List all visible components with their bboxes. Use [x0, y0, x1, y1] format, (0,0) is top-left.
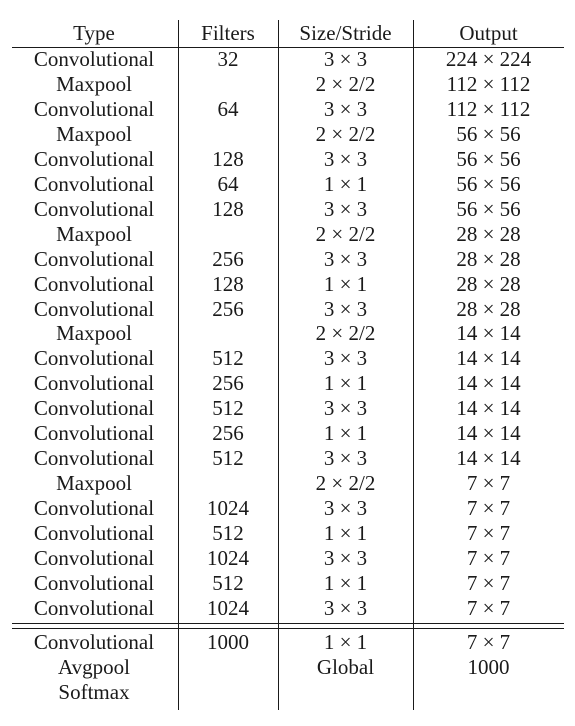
cell-output: 56 × 56	[456, 197, 521, 221]
header-filters: Filters	[201, 21, 255, 45]
cell-filters: 512	[212, 396, 244, 420]
cell-output: 14 × 14	[456, 371, 521, 395]
cell-filters	[180, 321, 276, 346]
cell-size: 1 × 1	[323, 521, 368, 545]
cell-type: Convolutional	[33, 421, 155, 445]
cell-output: 112 × 112	[446, 72, 531, 96]
cell-size: 2 × 2/2	[315, 222, 376, 246]
cell-size: 2 × 2/2	[315, 122, 376, 146]
cell-type: Maxpool	[56, 122, 132, 146]
cell-type: Softmax	[58, 680, 130, 704]
cell-type: Convolutional	[33, 396, 155, 420]
cell-size: 2 × 2/2	[315, 72, 376, 96]
cell-type: Convolutional	[33, 496, 155, 520]
cell-output: 14 × 14	[456, 396, 521, 420]
cell-output: 56 × 56	[456, 122, 521, 146]
cell-size: 1 × 1	[323, 630, 368, 654]
cell-size: 1 × 1	[323, 571, 368, 595]
cell-output: 56 × 56	[456, 172, 521, 196]
cell-size: 3 × 3	[323, 396, 368, 420]
cell-filters	[180, 122, 276, 147]
cell-size: 3 × 3	[323, 596, 368, 620]
cell-filters	[180, 222, 276, 247]
cell-type: Maxpool	[56, 321, 132, 345]
cell-size: 3 × 3	[323, 496, 368, 520]
cell-output: 28 × 28	[456, 297, 521, 321]
cell-output: 56 × 56	[456, 147, 521, 171]
cell-type: Convolutional	[33, 571, 155, 595]
cell-filters: 1024	[207, 546, 249, 570]
cell-filters: 128	[212, 272, 244, 296]
cell-type: Convolutional	[33, 596, 155, 620]
cell-filters: 256	[212, 297, 244, 321]
header-size-stride: Size/Stride	[299, 21, 392, 45]
cell-filters	[180, 680, 276, 705]
cell-filters: 256	[212, 421, 244, 445]
cell-type: Maxpool	[56, 72, 132, 96]
cell-filters: 512	[212, 521, 244, 545]
cell-type: Convolutional	[33, 172, 155, 196]
cell-output: 224 × 224	[445, 47, 532, 71]
cell-filters	[180, 471, 276, 496]
cell-output: 7 × 7	[466, 521, 511, 545]
cell-output: 28 × 28	[456, 222, 521, 246]
cell-type: Convolutional	[33, 521, 155, 545]
cell-type: Maxpool	[56, 222, 132, 246]
cell-size: Global	[316, 655, 375, 679]
cell-type: Convolutional	[33, 247, 155, 271]
header-type: Type	[73, 21, 115, 45]
cell-output: 1000	[467, 655, 510, 679]
cell-filters: 512	[212, 571, 244, 595]
cell-size: 3 × 3	[323, 446, 368, 470]
cell-filters: 128	[212, 147, 244, 171]
column-separator-2	[278, 20, 279, 710]
cell-size	[280, 680, 411, 705]
cell-type: Convolutional	[33, 371, 155, 395]
cell-type: Convolutional	[33, 47, 155, 71]
cell-size: 2 × 2/2	[315, 321, 376, 345]
cell-filters: 1000	[207, 630, 249, 654]
cell-filters: 512	[212, 346, 244, 370]
cell-type: Avgpool	[58, 655, 130, 679]
cell-filters	[180, 72, 276, 97]
cell-filters: 256	[212, 371, 244, 395]
cell-filters: 32	[217, 47, 239, 71]
cell-filters: 64	[217, 172, 239, 196]
cell-type: Convolutional	[33, 272, 155, 296]
cell-size: 3 × 3	[323, 247, 368, 271]
cell-output: 112 × 112	[446, 97, 531, 121]
cell-type: Convolutional	[33, 97, 155, 121]
cell-size: 1 × 1	[323, 272, 368, 296]
cell-size: 3 × 3	[323, 97, 368, 121]
cell-size: 3 × 3	[323, 546, 368, 570]
cell-output: 7 × 7	[466, 571, 511, 595]
cell-output: 7 × 7	[466, 496, 511, 520]
column-separator-3	[413, 20, 414, 710]
cell-output: 28 × 28	[456, 272, 521, 296]
double-rule-top	[12, 623, 564, 624]
cell-filters: 128	[212, 197, 244, 221]
cell-output: 28 × 28	[456, 247, 521, 271]
cell-size: 3 × 3	[323, 197, 368, 221]
cell-filters: 64	[217, 97, 239, 121]
cell-output: 7 × 7	[466, 630, 511, 654]
cell-filters: 512	[212, 446, 244, 470]
cell-type: Convolutional	[33, 630, 155, 654]
header-output: Output	[459, 21, 518, 45]
cell-output: 7 × 7	[466, 471, 511, 495]
cell-filters	[180, 655, 276, 680]
cell-output: 14 × 14	[456, 346, 521, 370]
cell-type: Convolutional	[33, 197, 155, 221]
cell-type: Convolutional	[33, 297, 155, 321]
cell-output: 14 × 14	[456, 446, 521, 470]
cell-size: 1 × 1	[323, 371, 368, 395]
cell-size: 3 × 3	[323, 147, 368, 171]
cell-output	[415, 680, 562, 705]
cell-type: Convolutional	[33, 147, 155, 171]
double-rule-bottom	[12, 628, 564, 629]
cell-type: Convolutional	[33, 446, 155, 470]
cell-type: Maxpool	[56, 471, 132, 495]
column-separator-1	[178, 20, 179, 710]
cell-filters: 256	[212, 247, 244, 271]
cell-size: 1 × 1	[323, 172, 368, 196]
cell-filters: 1024	[207, 496, 249, 520]
cell-filters: 1024	[207, 596, 249, 620]
cell-output: 7 × 7	[466, 596, 511, 620]
cell-output: 14 × 14	[456, 321, 521, 345]
cell-size: 2 × 2/2	[315, 471, 376, 495]
cell-size: 3 × 3	[323, 297, 368, 321]
cell-size: 3 × 3	[323, 346, 368, 370]
cell-output: 7 × 7	[466, 546, 511, 570]
cell-size: 3 × 3	[323, 47, 368, 71]
cell-output: 14 × 14	[456, 421, 521, 445]
cell-size: 1 × 1	[323, 421, 368, 445]
cell-type: Convolutional	[33, 346, 155, 370]
cell-type: Convolutional	[33, 546, 155, 570]
